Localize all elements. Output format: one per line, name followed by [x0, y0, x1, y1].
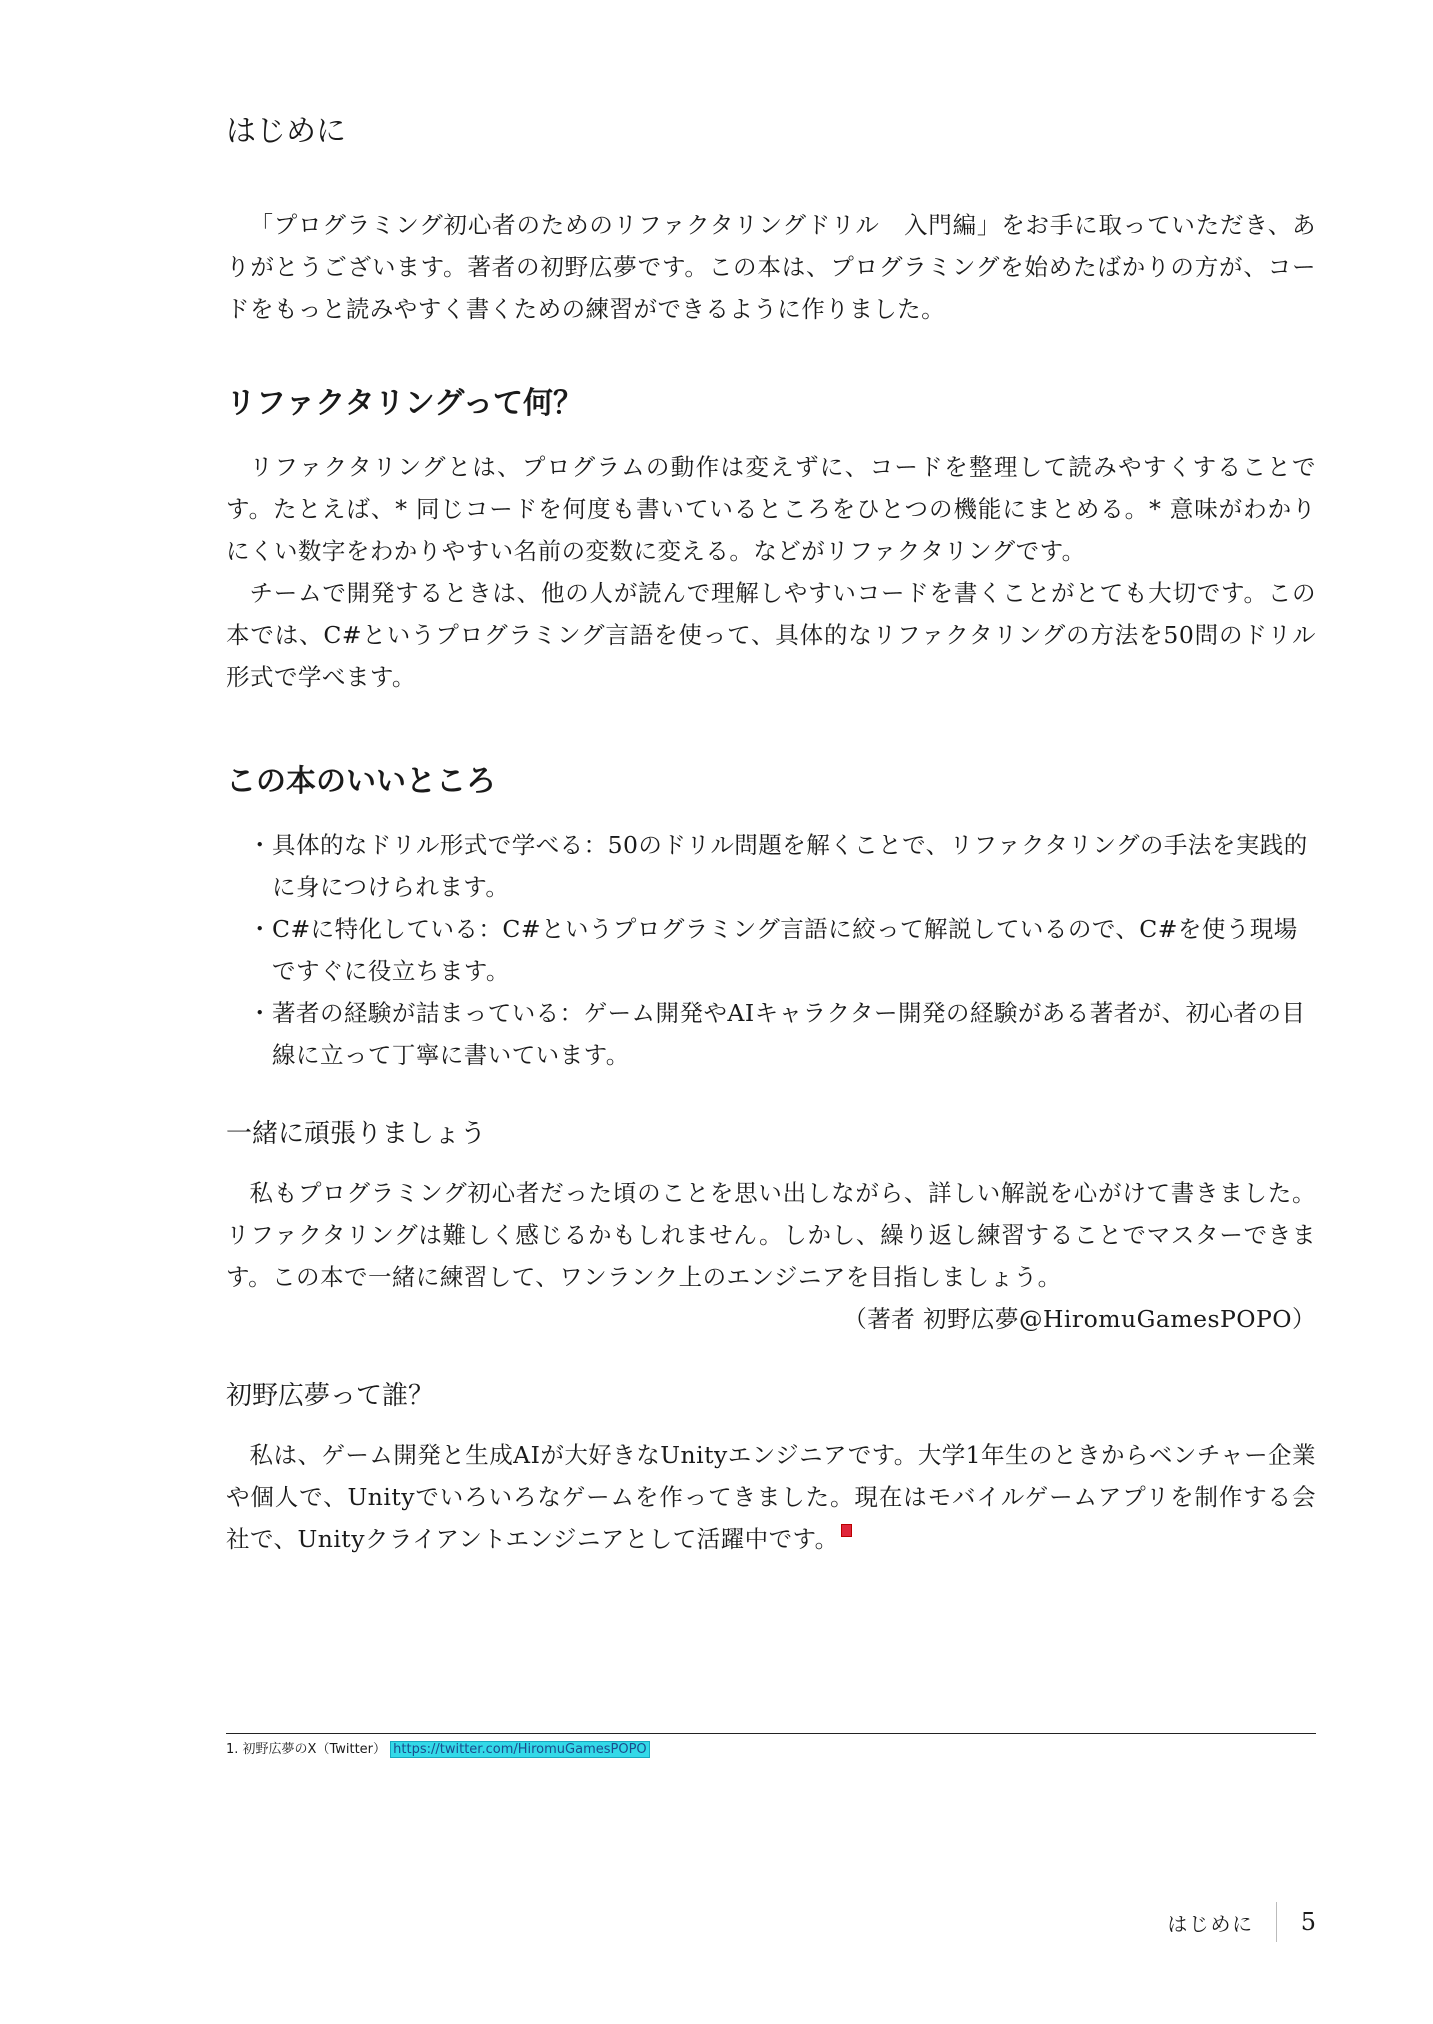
page-number: 5	[1300, 1908, 1316, 1936]
merits-list	[226, 824, 1316, 1076]
footer-separator	[1276, 1902, 1277, 1942]
bullet-mark: ・	[248, 915, 272, 943]
intro-paragraph: 「プログラミング初心者のためのリファクタリングドリル 入門編」をお手に取っていただき、ありがとうございます。著者の初野広夢です。この本は、プログラミングを始めたばかりの方が、コードをもっと読みやすく書くための練習ができるように作りました。	[226, 211, 1316, 323]
merits-heading: この本のいいところ	[226, 764, 496, 799]
bullet-mark: ・	[248, 831, 272, 859]
footnote-link[interactable]: https://twitter.com/HiromuGamesPOPO	[390, 1741, 649, 1758]
footnote	[226, 1741, 650, 1759]
merit-item	[248, 824, 1316, 908]
together-paragraph: 私もプログラミング初心者だった頃のことを思い出しながら、詳しい解説を心がけて書きました。リファクタリングは難しく感じるかもしれません。しかし、繰り返し練習することでマスターできます。この本で一緒に練習して、ワンランク上のエンジニアを目指しましょう。	[226, 1179, 1316, 1291]
merit-item	[248, 992, 1316, 1076]
refactoring-section	[226, 382, 1316, 426]
page-footer	[1167, 1902, 1316, 1942]
author-heading: 初野広夢って誰？	[226, 1381, 435, 1411]
merit-text: 具体的なドリル形式で学べる：50のドリル問題を解くことで、リファクタリングの手法を実践的に身につけられます。	[272, 831, 1308, 901]
bullet-mark: ・	[248, 999, 272, 1027]
together-body	[226, 1172, 1316, 1340]
author-section	[226, 1376, 1316, 1416]
author-body	[226, 1434, 1316, 1560]
author-signature: （著者 初野広夢@HiromuGamesPOPO）	[843, 1305, 1316, 1333]
intro-section	[226, 204, 1316, 330]
refactoring-body	[226, 446, 1316, 698]
merits-list-container	[226, 824, 1316, 1076]
footnote-label: 初野広夢のX（Twitter）	[242, 1742, 387, 1757]
footnote-divider	[226, 1733, 1316, 1734]
refactoring-paragraph-2: チームで開発するときは、他の人が読んで理解しやすいコードを書くことがとても大切です。この本では、C#というプログラミング言語を使って、具体的なリファクタリングの方法を50問のドリル形式で学べます。	[226, 579, 1316, 691]
merit-text: C#に特化している：C#というプログラミング言語に絞って解説しているので、C#を使う現場ですぐに役立ちます。	[272, 915, 1298, 985]
merits-section	[226, 760, 1316, 804]
footnote-number: 1.	[226, 1742, 239, 1757]
page-title: はじめに	[226, 114, 346, 149]
merit-item	[248, 908, 1316, 992]
refactoring-paragraph-1: リファクタリングとは、プログラムの動作は変えずに、コードを整理して読みやすくすることです。たとえば、* 同じコードを何度も書いているところをひとつの機能にまとめる。* 意味がわかりにくい数字をわかりやすい名前の変数に変える。などがリファクタリングです。	[226, 453, 1316, 565]
together-section	[226, 1114, 1316, 1154]
together-heading: 一緒に頑張りましょう	[226, 1119, 487, 1149]
refactoring-heading: リファクタリングって何？	[226, 386, 583, 421]
merit-text: 著者の経験が詰まっている：ゲーム開発やAIキャラクター開発の経験がある著者が、初心者の目線に立って丁寧に書いています。	[272, 999, 1306, 1069]
author-paragraph-text: 私は、ゲーム開発と生成AIが大好きなUnityエンジニアです。大学1年生のときからベンチャー企業や個人で、Unityでいろいろなゲームを作ってきました。現在はモバイルゲームアプリを制作する会社で、Unityクライアントエンジニアとして活躍中です。	[226, 1441, 1316, 1553]
footnote-reference-marker[interactable]	[841, 1524, 852, 1537]
author-paragraph	[226, 1434, 1316, 1560]
footer-section-title: はじめに	[1167, 1911, 1254, 1936]
